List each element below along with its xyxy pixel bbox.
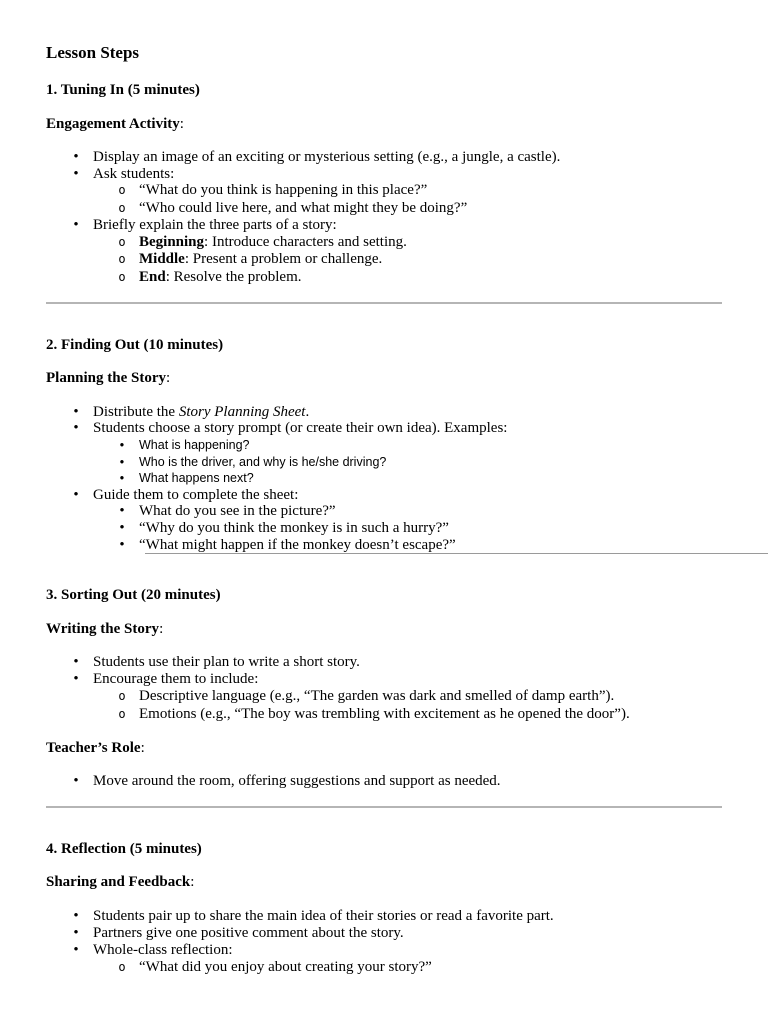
sub-list-item (139, 537, 456, 554)
sub-list-item (139, 520, 449, 537)
circle-bullet-icon (114, 234, 130, 251)
list-item (93, 487, 298, 504)
list-item-text: “What do you think is happening in this place?” (139, 182, 428, 198)
sub-list-item (139, 706, 630, 723)
term-bold: End (139, 269, 166, 285)
subheading-bold: Sharing and Feedback (46, 874, 191, 890)
list-item-text: What do you see in the picture?” (139, 503, 336, 519)
list-item-text: Guide them to complete the sheet: (93, 487, 299, 503)
list-item-text: : Resolve the problem. (165, 269, 302, 285)
bullet-icon (68, 487, 84, 504)
list-item-text: Display an image of an exciting or mysterious setting (e.g., a jungle, a castle). (93, 149, 561, 165)
subheading-colon: : (179, 116, 184, 132)
bullet-icon (68, 149, 84, 166)
subheading-colon: : (140, 740, 145, 756)
sub-list-item (139, 470, 254, 487)
section-divider (46, 302, 722, 304)
subheading-colon: : (166, 370, 171, 386)
sheet-name-italic: Story Planning Sheet (178, 404, 306, 420)
sub-list-item (139, 454, 386, 471)
list-item-text: “What might happen if the monkey doesn’t escape?” (139, 537, 456, 553)
bullet-icon (68, 671, 84, 688)
bullet-icon (68, 925, 84, 942)
subheading-bold: Teacher’s Role (46, 740, 141, 756)
sub-list-item (139, 959, 432, 976)
list-item-text: “Who could live here, and what might they be doing?” (139, 200, 468, 216)
document-title: Lesson Steps (46, 43, 140, 62)
term-bold: Beginning (139, 234, 205, 250)
teacher-role-heading (46, 740, 145, 757)
bullet-icon (114, 454, 130, 471)
list-item-text: . (305, 404, 310, 420)
bullet-icon (68, 773, 84, 790)
list-item-text: Students choose a story prompt (or create their own idea). Examples: (93, 420, 508, 436)
list-item-text: What happens next? (139, 471, 254, 485)
sub-list-item (139, 200, 467, 217)
list-item-text: “What did you enjoy about creating your story?” (139, 959, 432, 975)
bullet-icon (68, 420, 84, 437)
section-divider-thin (145, 553, 768, 554)
circle-bullet-icon (114, 200, 130, 217)
circle-bullet-icon (114, 269, 130, 286)
bullet-icon (114, 470, 130, 487)
sub-list-item (139, 269, 302, 286)
section-divider (46, 806, 722, 808)
list-item-text: Distribute the (93, 404, 179, 420)
bullet-icon (68, 908, 84, 925)
section-2-heading: 2. Finding Out (10 minutes) (46, 337, 224, 353)
list-item-text: Briefly explain the three parts of a story: (93, 217, 337, 233)
sub-list-item (139, 182, 427, 199)
list-item-text: Who is the driver, and why is he/she driving? (139, 455, 387, 469)
circle-bullet-icon (114, 959, 130, 976)
circle-bullet-icon (114, 706, 130, 723)
list-item-text: Emotions (e.g., “The boy was trembling with excitement as he opened the door”). (139, 706, 630, 722)
section-4-heading: 4. Reflection (5 minutes) (46, 841, 202, 857)
section-4-subheading (46, 874, 194, 891)
list-item-text: What is happening? (139, 438, 250, 452)
circle-bullet-icon (114, 251, 130, 268)
section-3-heading: 3. Sorting Out (20 minutes) (46, 587, 221, 603)
section-1-heading: 1. Tuning In (5 minutes) (46, 82, 200, 98)
subheading-bold: Planning the Story (46, 370, 167, 386)
list-item (93, 404, 309, 421)
section-1-subheading (46, 116, 184, 133)
bullet-icon (114, 520, 130, 537)
list-item-text: Students use their plan to write a short story. (93, 654, 360, 670)
circle-bullet-icon (114, 182, 130, 199)
list-item (93, 420, 507, 437)
bullet-icon (114, 437, 130, 454)
list-item-text: Move around the room, offering suggestions and support as needed. (93, 773, 501, 789)
subheading-colon: : (190, 874, 195, 890)
list-item-text: Whole-class reflection: (93, 942, 233, 958)
bullet-icon (68, 654, 84, 671)
list-item (93, 654, 360, 671)
list-item-text: “Why do you think the monkey is in such a hurry?” (139, 520, 449, 536)
list-item-text: Ask students: (93, 166, 175, 182)
list-item (93, 908, 554, 925)
list-item (93, 671, 258, 688)
circle-bullet-icon (114, 688, 130, 705)
list-item (93, 149, 560, 166)
term-bold: Middle (139, 251, 185, 267)
subheading-colon: : (159, 621, 164, 637)
list-item-text: Descriptive language (e.g., “The garden was dark and smelled of damp earth”). (139, 688, 615, 704)
subheading-bold: Engagement Activity (46, 116, 180, 132)
sub-list-item (139, 437, 250, 454)
section-2-subheading (46, 370, 170, 387)
sub-list-item (139, 503, 336, 520)
list-item (93, 942, 233, 959)
bullet-icon (68, 942, 84, 959)
sub-list-item (139, 251, 382, 268)
list-item (93, 925, 404, 942)
list-item-text: : Present a problem or challenge. (184, 251, 383, 267)
list-item-text: Partners give one positive comment about the story. (93, 925, 404, 941)
list-item-text: : Introduce characters and setting. (204, 234, 407, 250)
sub-list-item (139, 234, 407, 251)
list-item-text: Encourage them to include: (93, 671, 259, 687)
list-item-text: Students pair up to share the main idea of their stories or read a favorite part. (93, 908, 554, 924)
subheading-bold: Writing the Story (46, 621, 160, 637)
list-item (93, 217, 337, 234)
bullet-icon (68, 217, 84, 234)
bullet-icon (114, 503, 130, 520)
sub-list-item (139, 688, 614, 705)
list-item (93, 166, 174, 183)
section-3-subheading (46, 621, 163, 638)
bullet-icon (68, 404, 84, 421)
list-item (93, 773, 501, 790)
bullet-icon (114, 537, 130, 554)
bullet-icon (68, 166, 84, 183)
